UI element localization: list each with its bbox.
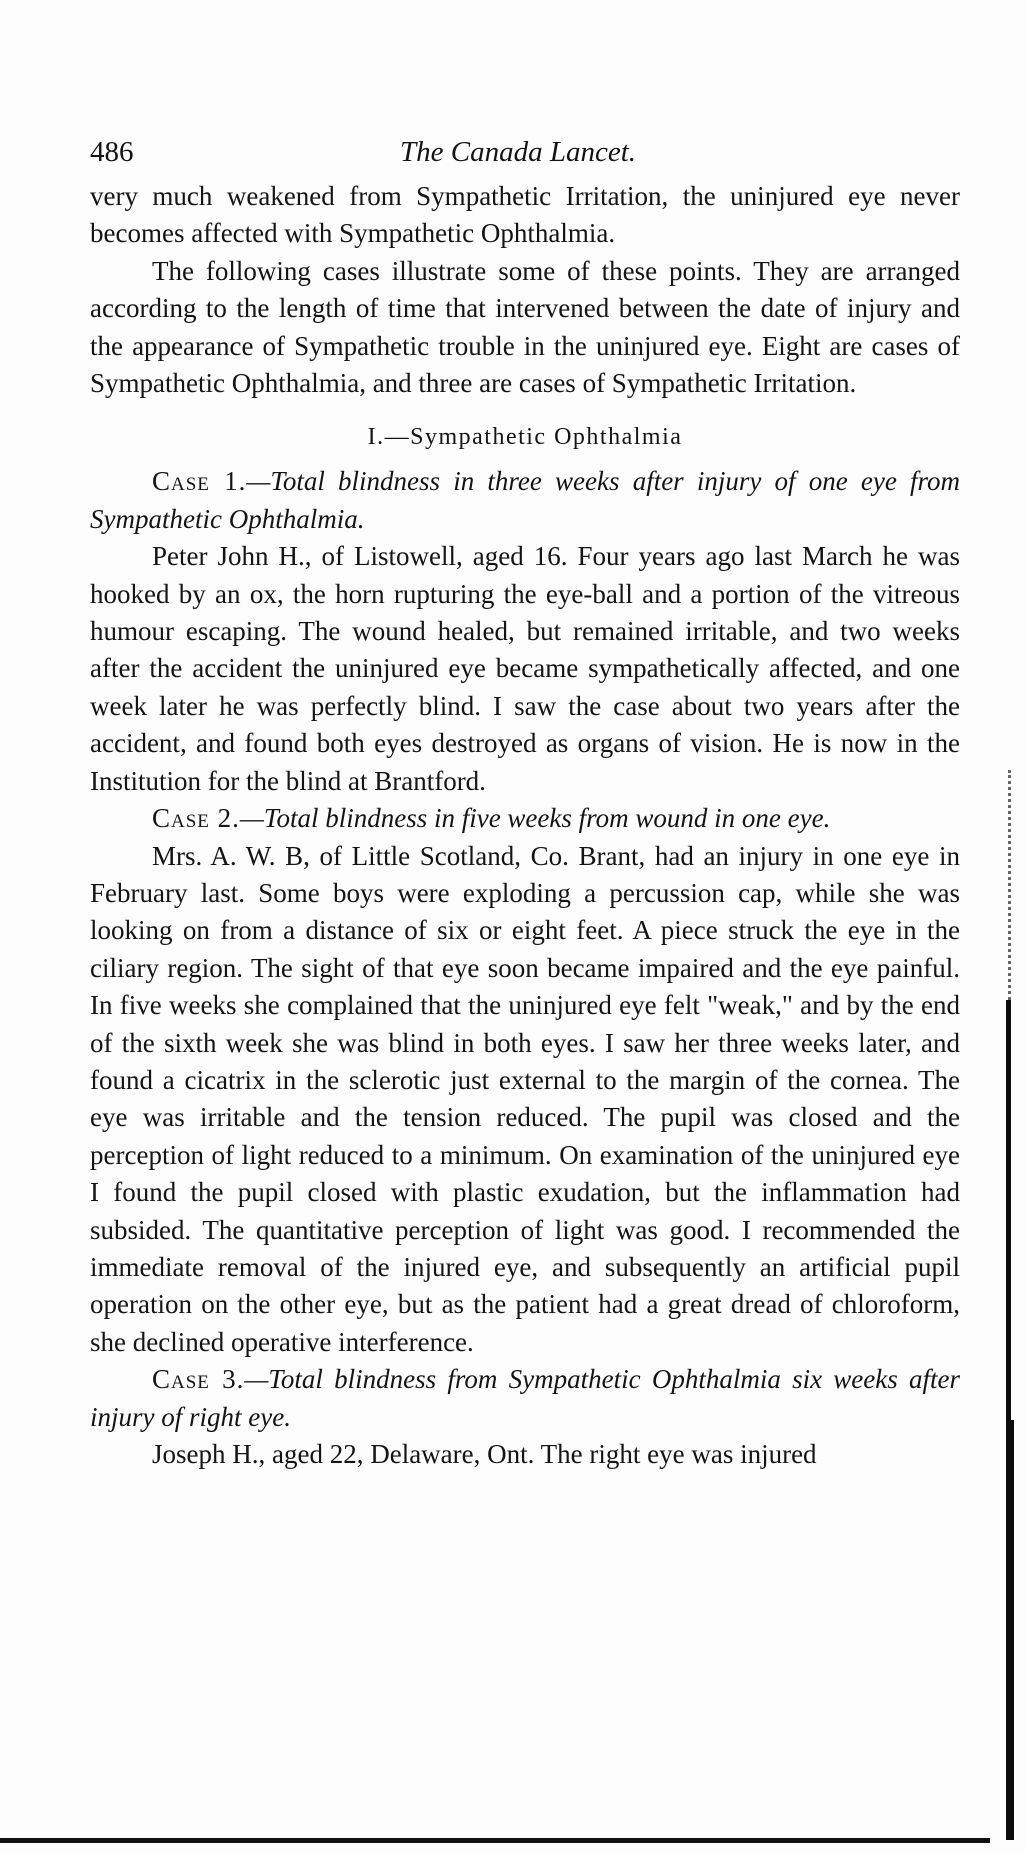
case-1-title: —Total blindness in three weeks after injury of one eye from Sympathetic Ophthalmia. xyxy=(90,466,960,534)
case-2-label: Case 2. xyxy=(152,803,240,834)
page-number: 486 xyxy=(90,136,134,168)
scan-edge-mark xyxy=(1008,770,1014,1030)
case-3-heading xyxy=(90,1361,960,1436)
case-3-title: —Total blindness from Sympathetic Ophthalmia six weeks after injury of right eye. xyxy=(90,1364,960,1432)
case-2-title: —Total blindness in five weeks from wound in one eye. xyxy=(239,803,831,834)
case-1-heading xyxy=(90,463,960,538)
paragraph-continuation: very much weakened from Sympathetic Irritation, the uninjured eye never becomes affected with Sympathetic Ophthalmia. xyxy=(90,181,960,249)
section-heading: I.—Sympathetic Ophthalmia xyxy=(367,424,683,451)
case-2-heading xyxy=(90,800,960,837)
running-header xyxy=(90,130,960,178)
case-3-label: Case 3. xyxy=(152,1364,245,1395)
paragraph-intro: The following cases illustrate some of these points. They are arranged according to the length of time that intervened between the date of injury and the appearance of Sympathetic trouble in the uninjured eye. Eight are cases of Sympathetic Ophthalmia, and three are cases of Sympathetic Irritation. xyxy=(90,255,960,399)
case-2-text: Mrs. A. W. B, of Little Scotland, Co. Brant, had an injury in one eye in February last. Some boys were exploding a percussion cap, while she was looking on from a distance of six or eight feet. A piece struck the eye in the ciliary region. The sight of that eye soon became impaired and the eye painful. In five weeks she complained that the uninjured eye felt "weak," and by the end of the sixth week she was blind in both eyes. I saw her three weeks later, and found a cicatrix in the sclerotic just external to the margin of the cornea. The eye was irritable and the tension reduced. The pupil was closed and the perception of light reduced to a minimum. On examination of the uninjured eye I found the pupil closed with plastic exudation, but the inflammation had subsided. The quantitative perception of light was good. I recommended the immediate removal of the injured eye, and subsequently an artificial pupil operation on the other eye, but as the patient had a great dread of chloroform, she declined operative interference. xyxy=(90,840,960,1357)
case-1-text: Peter John H., of Listowell, aged 16. Four years ago last March he was hooked by an ox, the horn rupturing the eye-ball and a portion of the vitreous humour escaping. The wound healed, but remained irritable, and two weeks after the accident the uninjured eye became sympathetically affected, and one week later he was perfectly blind. I saw the case about two years after the accident, and found both eyes destroyed as organs of vision. He is now in the Institution for the blind at Brantford. xyxy=(90,541,960,796)
journal-title: The Canada Lancet. xyxy=(400,136,637,168)
case-3-text: Joseph H., aged 22, Delaware, Ont. The right eye was injured xyxy=(152,1439,817,1469)
page-text xyxy=(90,130,960,1473)
case-1-label: Case 1. xyxy=(152,466,247,497)
scan-edge-shadow-lower xyxy=(1006,1420,1014,1840)
scan-bottom-edge xyxy=(0,1838,990,1843)
scan-edge-shadow xyxy=(1006,1000,1011,1420)
